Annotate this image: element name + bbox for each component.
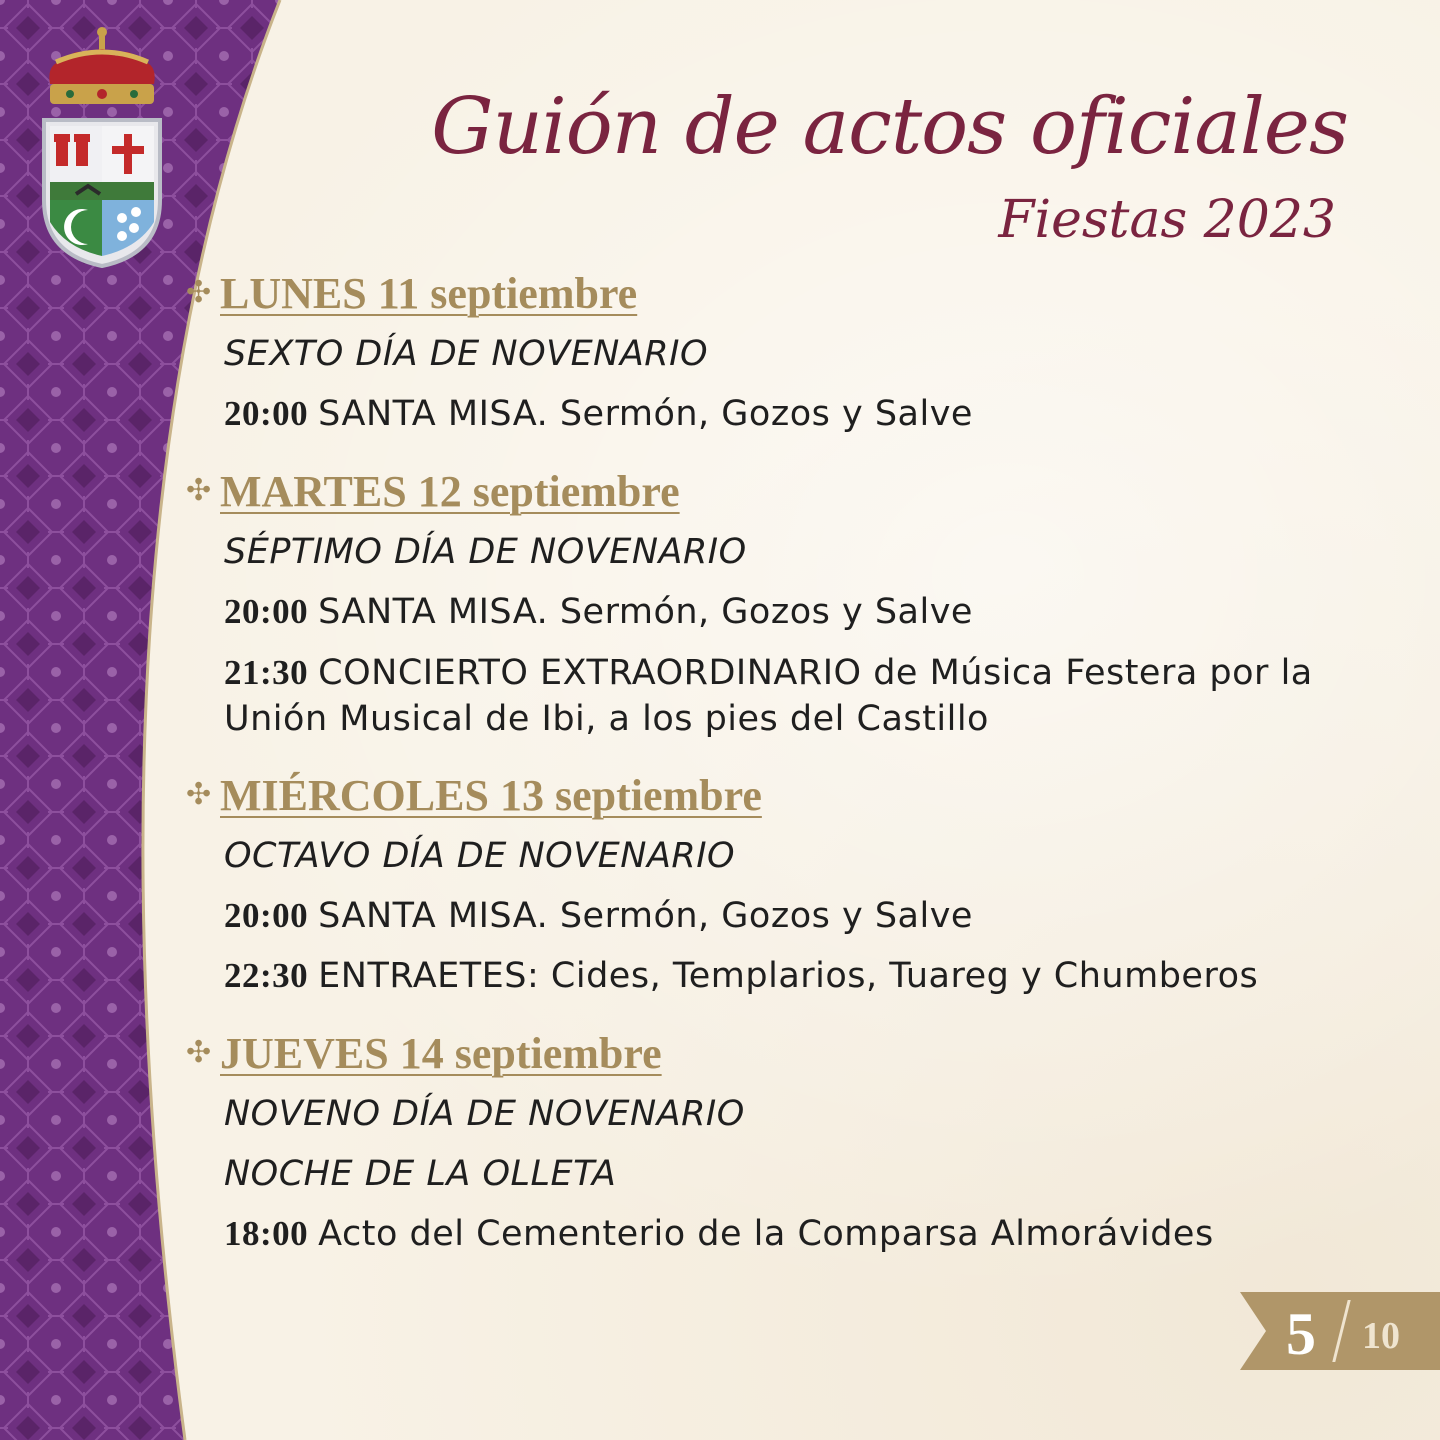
day-heading-label: MIÉRCOLES 13 septiembre (220, 771, 762, 820)
list-item: OCTAVO DÍA DE NOVENARIO (224, 836, 736, 876)
current-page: 5 (1286, 1301, 1316, 1367)
list-item: SÉPTIMO DÍA DE NOVENARIO (224, 532, 747, 572)
event-text: SANTA MISA. Sermón, Gozos y Salve (318, 394, 973, 434)
event-time: 20:00 (224, 394, 309, 433)
cross-flourish-icon: ✣ (186, 474, 212, 507)
list-item: NOVENO DÍA DE NOVENARIO (224, 1094, 745, 1134)
day-heading-martes (186, 466, 680, 517)
cross-flourish-icon: ✣ (186, 778, 212, 811)
coat-of-arms-icon (36, 22, 168, 272)
page-title: Guión de actos oficiales (431, 82, 1348, 172)
page-indicator (1240, 1292, 1440, 1370)
event-time: 20:00 (224, 896, 309, 935)
event-text: ENTRAETES: Cides, Templarios, Tuareg y Chumberos (318, 956, 1259, 996)
cross-flourish-icon: ✣ (186, 1036, 212, 1069)
event-text: SANTA MISA. Sermón, Gozos y Salve (318, 592, 973, 632)
event-time: 21:30 (224, 653, 309, 692)
event-text: Acto del Cementerio de la Comparsa Almorávides (318, 1214, 1214, 1254)
event-text: SANTA MISA. Sermón, Gozos y Salve (318, 896, 973, 936)
total-pages: 10 (1362, 1315, 1400, 1357)
day-heading-label: LUNES 11 septiembre (220, 269, 638, 318)
event-time: 18:00 (224, 1214, 309, 1253)
list-item (224, 394, 973, 434)
page-subtitle: Fiestas 2023 (998, 190, 1336, 250)
event-time: 22:30 (224, 956, 309, 995)
day-heading-lunes (186, 268, 637, 319)
day-heading-jueves (186, 1028, 662, 1079)
list-item (224, 896, 973, 936)
event-text: CONCIERTO EXTRAORDINARIO de Música Festera por la Unión Musical de Ibi, a los pies del Castillo (224, 653, 1313, 739)
day-heading-label: JUEVES 14 septiembre (220, 1029, 662, 1078)
event-time: 20:00 (224, 592, 309, 631)
cross-flourish-icon: ✣ (186, 276, 212, 309)
list-item (224, 592, 973, 632)
list-item: NOCHE DE LA OLLETA (224, 1154, 617, 1194)
day-heading-label: MARTES 12 septiembre (220, 467, 680, 516)
list-item (224, 956, 1258, 996)
list-item (224, 1214, 1214, 1254)
day-heading-miercoles (186, 770, 762, 821)
list-item: SEXTO DÍA DE NOVENARIO (224, 334, 708, 374)
list-item (224, 650, 1364, 742)
